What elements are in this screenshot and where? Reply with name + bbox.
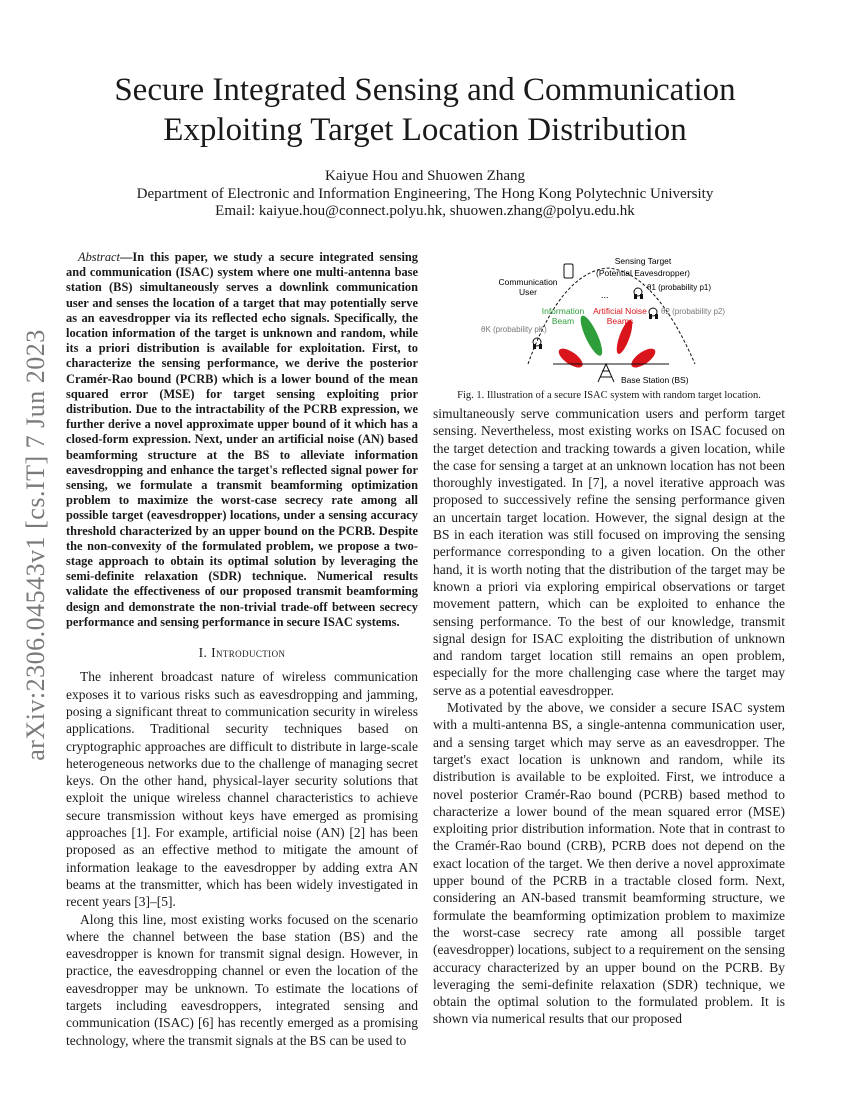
bs-label: Base Station (BS) [621, 375, 689, 385]
noise-beam-label-2: Beams [606, 316, 634, 326]
abstract [66, 250, 418, 630]
intro-paragraph-4: Motivated by the above, we consider a secure ISAC system with a multi-antenna BS, a single-antenna communication user, and a sensing target which may serve as an eavesdropper. The target's exact location is unknown and random, while its distribution is available to be exploited. First, we introduce a novel posterior Cramér-Rao bound (PCRB) based method to characterize a lower bound of the mean squared error (MSE) exploiting prior distribution information. Note that in contrast to the Cramér-Rao bound (CRB), PCRB does not depend on the exact location of the target. We then derive a novel approximate upper bound of the PCRB in a tractable closed form. Next, considering an AN-based transmit beamforming structure, we formulate the beamforming optimization problem to maximize the worst-case secrecy rate among all possible target (eavesdropper) locations, subject to a requirement on the sensing accuracy characterized by an upper bound on the PCRB. By leveraging the semi-definite relaxation (SDR) technique, we obtain the optimal solution to the formulated problem. It is shown via numerical results that our proposed [433, 700, 785, 1027]
noise-beam-label: Artificial Noise [593, 306, 647, 316]
right-column [433, 405, 785, 1028]
info-beam-label-2: Beam [551, 316, 575, 326]
information-beam [577, 313, 606, 358]
sensing-target-label: Sensing Target [614, 256, 672, 266]
section-heading [66, 644, 418, 661]
paper-title [60, 70, 790, 150]
email-line: Email: kaiyue.hou@connect.polyu.hk, shuowen.zhang@polyu.edu.hk [215, 203, 635, 219]
abstract-lead: Abstract [78, 250, 120, 264]
figure-caption: Fig. 1. Illustration of a secure ISAC system with random target location. [457, 390, 761, 401]
target-icon-1 [634, 288, 643, 299]
theta1-label: θ1 (probability p1) [647, 283, 712, 292]
theta2-label: θ2 (probability p2) [661, 307, 726, 316]
comm-user-label-2: User [519, 287, 537, 297]
eavesdropper-label: (Potential Eavesdropper) [595, 268, 691, 278]
left-column [66, 250, 418, 1049]
target-icon-2 [649, 308, 658, 319]
title-line-2: Exploiting Target Location Distribution [163, 112, 687, 148]
thetaK-label: θK (probability pK) [481, 325, 547, 334]
intro-paragraph-1: The inherent broadcast nature of wireless communication exposes it to various risks such as eavesdropping and jamming, posing a significant threat to communication security in wireless applications. Traditional security techniques based on cryptographic approaches are difficult to distribute in large-scale heterogeneous networks due to the challenge of managing secret keys. On the other hand, physical-layer security solutions that exploit the unique wireless channel characteristics to achieve secure transmission without keys have emerged as promising approaches [1]. For example, artificial noise (AN) [2] has been proposed as an effective method to mitigate the amount of information leakage to the eavesdropper by adding extra AN beams at the transmitter, which has been widely investigated in recent years [3]–[5]. [66, 669, 418, 910]
noise-beam-2 [556, 345, 586, 371]
affiliation: Department of Electronic and Information Engineering, The Hong Kong Polytechnic University [136, 186, 714, 202]
arxiv-identifier: arXiv:2306.04543v1 [cs.IT] 7 Jun 2023 [21, 329, 50, 761]
section-title: Introduction [211, 645, 286, 661]
comm-user-label: Communication [498, 277, 558, 287]
info-beam-label: Information [541, 306, 585, 316]
section-number: I. [198, 645, 208, 661]
system-diagram [433, 252, 785, 390]
figure-1 [433, 252, 785, 400]
intro-paragraph-2: Along this line, most existing works focused on the scenario where the channel between the base station (BS) and the eavesdropper is known for transmit signal design. However, in practice, the eavesdropping channel or even the location of the eavesdropper may be unknown. To estimate the locations of targets including eavesdroppers, integrated sensing and communication (ISAC) [6] has recently emerged as a promising technology, where the transmit signals at the BS can be used to [66, 911, 418, 1048]
bs-tower-icon [598, 364, 614, 382]
noise-beam-3 [628, 345, 658, 371]
phone-icon [564, 264, 573, 278]
abstract-text: —In this paper, we study a secure integrated sensing and communication (ISAC) system where one multi-antenna base station (BS) simultaneously serves a downlink communication user and senses the location of a target that may potentially serve as an eavesdropper via its reflected echo signals. Specifically, the location information of the target is unknown and random, while its a priori distribution is available for exploitation. First, to characterize the sensing performance, we derive the posterior Cramér-Rao bound (PCRB) which is a lower bound of the mean squared error (MSE) for target sensing exploiting prior distribution. Due to the intractability of the PCRB expression, we further derive a novel approximate upper bound of it which has a closed-form expression. Next, under an artificial noise (AN) based beamforming structure at the BS to alleviate information eavesdropping and enhance the target's reflected signal power for sensing, we formulate a transmit beamforming optimization problem to maximize the worst-case secrecy rate among all possible target (eavesdropper) locations, under a sensing accuracy threshold characterized by an upper bound on the PCRB. Despite the non-convexity of the formulated problem, we propose a two-stage approach to obtain its optimal solution by leveraging the semi-definite relaxation (SDR) technique. Numerical results validate the effectiveness of our proposed transmit beamforming design and demonstrate the non-trivial trade-off between secrecy performance and sensing performance in secure ISAC systems. [66, 250, 418, 629]
title-line-1: Secure Integrated Sensing and Communication [114, 72, 736, 108]
dots-label: ... [601, 290, 609, 300]
intro-paragraph-3: simultaneously serve communication users and perform target sensing. Nevertheless, most existing works on ISAC focused on the target detection and tracking towards a given location, while the case for sensing a target at an unknown location has not been thoroughly investigated. In [7], a novel iterative approach was proposed to successively refine the sensing performance given an uncertain target location. However, the signal design at the BS in each iteration was still focused on improving the sensing performance corresponding to a given location. On the other hand, it is worth noting that the distribution of the target may be known a priori via exploring empirical observations or target movement pattern, which can be exploited to enhance the sensing performance. To the best of our knowledge, transmit signal design for ISAC exploiting the distribution of unknown and random target location still remains an open problem, especially for the more challenging case where the target may serve as a potential eavesdropper. [433, 406, 785, 698]
authors: Kaiyue Hou and Shuowen Zhang [325, 168, 525, 184]
